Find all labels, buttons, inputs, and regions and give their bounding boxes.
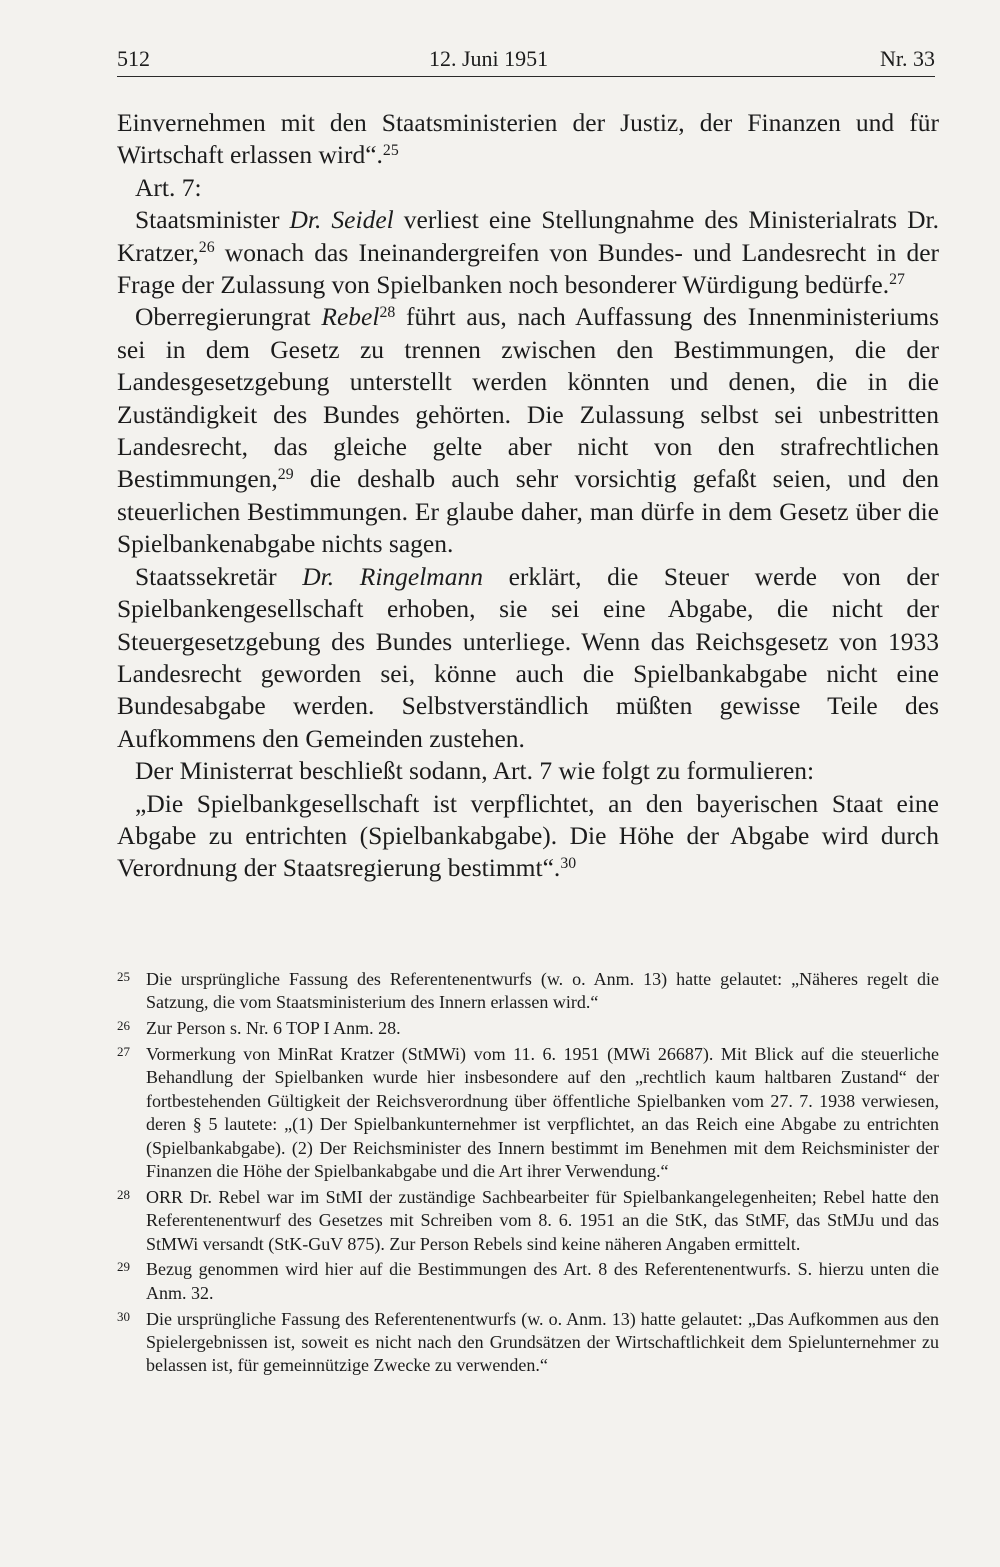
text-run: wonach das Ineinandergreifen von Bundes- und Landesrecht in der Frage der Zulassung von Spielbanken noch besonderer Würdigung bedürfe. [117, 237, 939, 300]
person-name: Dr. Seidel [289, 205, 394, 235]
text-run: die deshalb auch sehr vorsichtig gefaßt seien, und den steuerlichen Bestimmungen. Er glaube daher, man dürfe in dem Gesetz über die Spielbankenabgabe nichts sagen. [117, 464, 939, 559]
footnote [117, 1186, 939, 1256]
footnote-number: 29 [117, 1259, 130, 1275]
footnote-number: 25 [117, 969, 130, 984]
quoted-article: „Die Spielbankgesellschaft ist verpflichtet, an den bayerischen Staat eine Abgabe zu entrichten (Spielbankabgabe). Die Höhe der Abgabe wird durch Verordnung der Staatsregierung bestimmt“. [117, 788, 939, 883]
main-text [117, 107, 939, 885]
footnotes [117, 968, 939, 1380]
footnote-text: Vormerkung von MinRat Kratzer (StMWi) vom 11. 6. 1951 (MWi 26687). Mit Blick auf die steuerliche Behandlung der Spielbanken wurde hier insbesondere auf den „rechtlich kaum haltbaren Zustand“ der fortbestehenden Gültigkeit der Reichsverordnung über öffentliche Spielbanken vom 27. 7. 1938 verwiesen, deren § 5 lautete: „(1) Der Spielbankunternehmer ist verpflichtet, an das Reich eine Abgabe zu entrichten (Spielbankabgabe). (2) Der Reichsminister des Innern bestimmt im Benehmen mit dem Reichsminister der Finanzen die Höhe der Spielbankabgabe und die Art ihrer Verwendung.“ [146, 1044, 939, 1182]
text-run: verliest eine Stellungnahme des Ministerialrats Dr. Kratzer, [117, 205, 939, 267]
footnote-number: 30 [117, 1308, 130, 1324]
text-run: Staatsminister [135, 205, 290, 235]
footnote-number: 28 [117, 1186, 130, 1202]
footnote-number: 27 [117, 1044, 130, 1059]
footnote [117, 1017, 939, 1040]
page-number: 512 [117, 46, 150, 71]
paragraph [117, 107, 939, 172]
footnote [117, 1043, 939, 1183]
footnote-ref: 26 [198, 238, 215, 256]
document-number: Nr. 33 [880, 46, 935, 71]
footnote-text: Die ursprüngliche Fassung des Referentenentwurfs (w. o. Anm. 13) hatte gelautet: „Näheres regelt die Satzung, die vom Staatsministerium des Innern erlassen wird.“ [146, 969, 939, 1013]
text-run: Oberregierungrat [135, 302, 322, 332]
footnote [117, 1258, 939, 1305]
footnote-ref: 30 [560, 854, 577, 872]
text-run: Einvernehmen mit den Staatsministerien der Justiz, der Finanzen und für Wirtschaft erlassen wird“. [117, 108, 939, 170]
text-run: erklärt, die Steuer werde von der Spielbankengesellschaft erhoben, sie sei eine Abgabe, die nicht der Steuergesetzgebung des Bundes unterliege. Wenn das Reichsgesetz von 1933 Landesrecht geworden sei, könne auch die Spielbankabgabe nicht eine Bundesabgabe werden. Selbstverständlich müßten gewisse Teile des Aufkommens den Gemeinden zustehen. [117, 561, 939, 753]
paragraph [117, 204, 939, 301]
footnote [117, 968, 939, 1015]
paragraph [117, 301, 939, 560]
footnote-text: Bezug genommen wird hier auf die Bestimmungen des Art. 8 des Referentenentwurfs. S. hierzu unten die Anm. 32. [146, 1259, 939, 1303]
paragraph [117, 755, 939, 787]
article-heading: Art. 7: [135, 172, 202, 202]
footnote-ref: 25 [382, 141, 399, 159]
text-run: Der Ministerrat beschließt sodann, Art. 7 wie folgt zu formulieren: [135, 756, 815, 786]
person-name: Dr. Ringelmann [302, 561, 483, 591]
header-date: 12. Juni 1951 [429, 46, 549, 71]
footnote-ref: 28 [379, 303, 396, 321]
text-run: führt aus, nach Auffassung des Innenministeriums sei in dem Gesetz zu trennen zwischen den Bestimmungen, die der Landesgesetzgebung unterstellt werden könnten und denen, die in die Zuständigkeit des Bundes gehörten. Die Zulassung selbst sei unbestritten Landesrecht, das gleiche gelte aber nicht von den strafrechtlichen Bestimmungen, [117, 302, 939, 494]
running-header [117, 42, 935, 77]
footnote [117, 1308, 939, 1378]
footnote-number: 26 [117, 1018, 130, 1034]
paragraph [117, 561, 939, 755]
footnote-text: Die ursprüngliche Fassung des Referentenentwurfs (w. o. Anm. 13) hatte gelautet: „Das Aufkommen aus den Spielergebnissen ist, soweit es nicht nach den Grundsätzen der Wirtschaftlichkeit dem Spielunternehmer zu belassen ist, für gemeinnützige Zwecke zu verwenden.“ [146, 1308, 939, 1376]
paragraph [117, 172, 939, 204]
person-name: Rebel [321, 302, 380, 332]
paragraph [117, 788, 939, 885]
footnote-ref: 27 [889, 271, 905, 289]
footnote-text: ORR Dr. Rebel war im StMI der zuständige Sachbearbeiter für Spielbankangelegenheiten; Rebel hatte den Referentenentwurf des Gesetzes mit Schreiben vom 8. 6. 1951 an die StK, das StMF, das StMJu und das StMWi versandt (StK-GuV 875). Zur Person Rebels sind keine näheren Angaben ermittelt. [146, 1186, 939, 1254]
footnote-text: Zur Person s. Nr. 6 TOP I Anm. 28. [146, 1018, 401, 1039]
footnote-ref: 29 [277, 465, 294, 483]
text-run: Staatssekretär [135, 561, 303, 591]
